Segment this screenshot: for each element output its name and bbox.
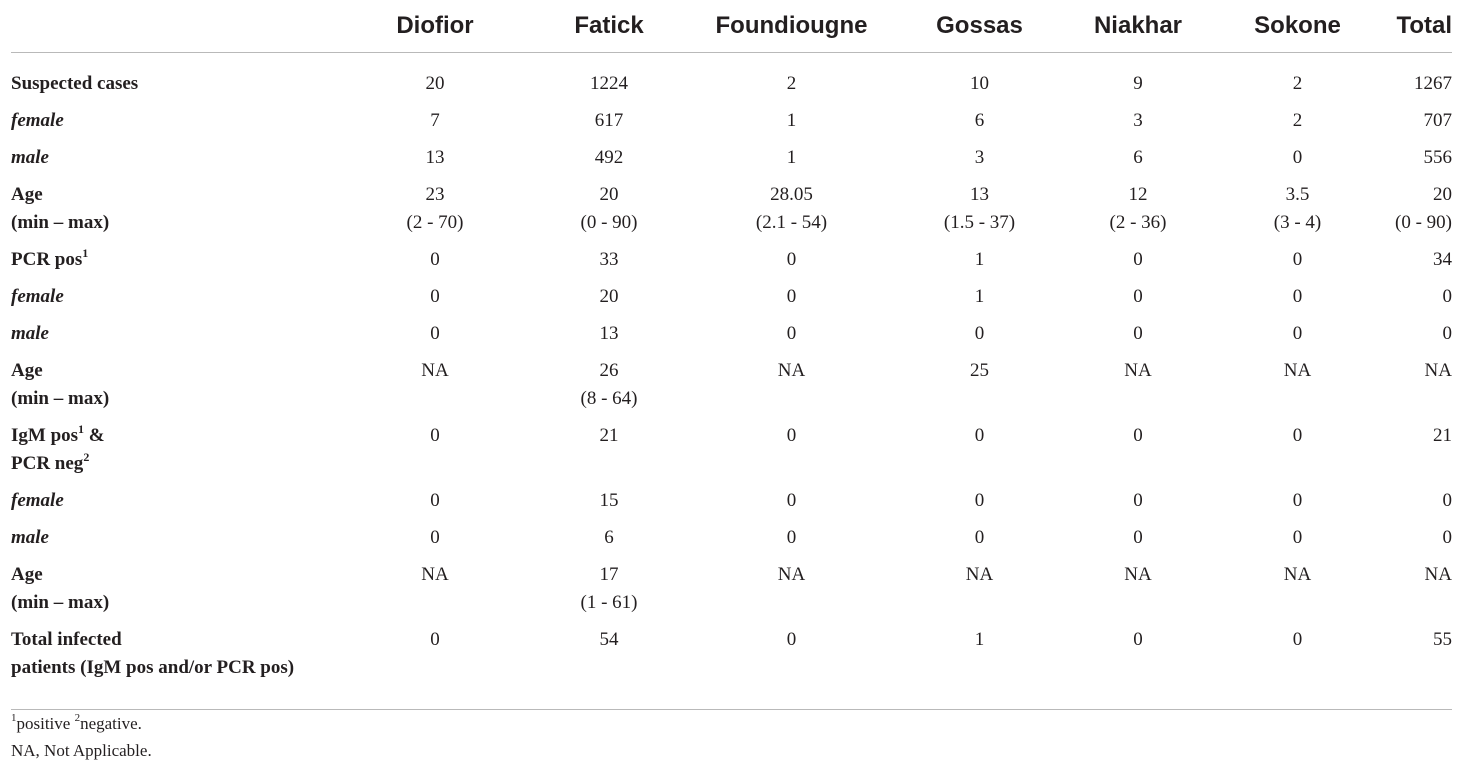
table-cell: 0 (786, 323, 797, 344)
table-cell (329, 357, 541, 422)
table-cell: 0 (430, 527, 440, 548)
cell-value: NA (421, 564, 449, 585)
table-cell: 0 (1292, 286, 1303, 307)
table-cell: 0 (974, 527, 985, 548)
table-cell: 0 (430, 425, 440, 446)
cell-value: NA (1283, 564, 1312, 585)
table-cell: 1 (974, 249, 985, 270)
table-cell (1053, 561, 1223, 626)
table-cell: 0 (786, 286, 797, 307)
table-cell: 0 (1053, 626, 1223, 710)
table-cell: 21 (599, 425, 619, 446)
row-label-text: male (11, 147, 49, 168)
footnote-text: negative. (80, 714, 142, 733)
table-cell (906, 561, 1053, 626)
row-label-text: female (11, 490, 64, 511)
table-row (11, 422, 1452, 487)
row-label (11, 561, 329, 626)
table-row (11, 561, 1452, 626)
table-row (11, 53, 1452, 108)
cell-value: 17 (599, 564, 619, 585)
header-cell-sokone: Sokone (1223, 0, 1372, 53)
row-label-text: male (11, 323, 49, 344)
table-cell (677, 181, 906, 246)
table-cell: 3 (1133, 110, 1143, 131)
table-cell: 10 (970, 73, 989, 94)
table-cell: 0 (1442, 286, 1452, 307)
table-cell: 6 (1133, 147, 1143, 168)
row-label-subtext: patients (IgM pos and/or PCR pos) (11, 657, 295, 678)
cell-value: 20 (599, 184, 619, 205)
header-cell-blank (11, 0, 329, 53)
table-cell: 0 (430, 490, 440, 511)
table-cell (1223, 181, 1372, 246)
header-cell-diofior: Diofior (329, 0, 541, 53)
table-cell: 0 (974, 323, 985, 344)
table-cell (1372, 357, 1452, 422)
row-label-subtext: PCR neg (11, 453, 84, 474)
table-cell: 2 (1292, 73, 1303, 94)
row-label-subtext: (min – max) (11, 592, 110, 613)
table-cell: 0 (677, 626, 906, 710)
table-cell: 0 (786, 425, 797, 446)
cell-range: (2 - 70) (406, 212, 464, 233)
table-cell: 0 (329, 626, 541, 710)
table-cell (677, 561, 906, 626)
table-cell: 0 (1292, 249, 1303, 270)
cell-range: (1 - 61) (580, 592, 638, 613)
row-label-subtext: (min – max) (11, 212, 110, 233)
footnote-text: positive (16, 714, 75, 733)
footnote-marker: 2 (83, 449, 90, 464)
cell-value: NA (421, 360, 449, 381)
row-label (11, 487, 329, 524)
table-cell: 0 (786, 490, 797, 511)
row-label (11, 524, 329, 561)
table-cell (541, 561, 677, 626)
table-cell: 0 (430, 286, 440, 307)
header-cell-niakhar: Niakhar (1053, 0, 1223, 53)
cell-value: NA (1124, 564, 1152, 585)
cell-range: (1.5 - 37) (943, 212, 1016, 233)
cell-value: NA (965, 564, 994, 585)
cell-value: NA (1283, 360, 1312, 381)
row-label-text: male (11, 527, 49, 548)
footnote-marker: 1 (11, 712, 17, 725)
table-row (11, 181, 1452, 246)
table-row (11, 283, 1452, 320)
table-cell: 0 (786, 527, 797, 548)
row-label (11, 246, 329, 283)
row-label-subtext: (min – max) (11, 388, 110, 409)
row-label-text: Total infected (11, 629, 122, 650)
table-cell: 556 (1423, 147, 1452, 168)
table-cell: 0 (974, 425, 985, 446)
table-cell: 0 (1292, 490, 1303, 511)
table-cell: 0 (430, 323, 440, 344)
header-cell-foundiougne: Foundiougne (677, 0, 906, 53)
data-table (11, 0, 1452, 710)
table-cell: 54 (541, 626, 677, 710)
table-cell: 0 (974, 490, 985, 511)
table-cell: 0 (1292, 147, 1303, 168)
table-cell: 492 (594, 147, 624, 168)
row-label (11, 357, 329, 422)
header-row (11, 0, 1452, 53)
table-cell (677, 357, 906, 422)
header-cell-total: Total (1372, 0, 1452, 53)
cell-value: NA (1424, 564, 1452, 585)
table-cell: 617 (594, 110, 624, 131)
table-cell: 0 (1292, 425, 1303, 446)
table-cell: 0 (1292, 527, 1303, 548)
row-label (11, 320, 329, 357)
footnote-marker: 1 (78, 421, 85, 436)
cell-range: (0 - 90) (1395, 212, 1452, 233)
cell-value: 28.05 (770, 184, 813, 205)
table-cell: 2 (786, 73, 797, 94)
cell-range: (2.1 - 54) (755, 212, 828, 233)
row-label-text: Age (11, 360, 43, 381)
cell-value: 3.5 (1285, 184, 1310, 205)
cell-value: NA (777, 360, 806, 381)
row-label-line1 (11, 422, 329, 450)
row-label (11, 283, 329, 320)
table-cell: 0 (1133, 286, 1143, 307)
footnote-line-2: NA, Not Applicable. (11, 741, 152, 760)
table-cell: 707 (1423, 110, 1452, 131)
row-label-text: PCR pos (11, 249, 83, 270)
row-label-text: female (11, 286, 64, 307)
table-cell: 0 (430, 249, 440, 270)
row-label (11, 107, 329, 144)
cell-range: (0 - 90) (580, 212, 638, 233)
cell-value: 20 (1433, 184, 1452, 205)
cell-value: 23 (425, 184, 445, 205)
table-cell: 34 (1433, 249, 1452, 270)
table-cell: 13 (599, 323, 619, 344)
row-label-line2 (11, 450, 329, 478)
table-cell: 2 (1292, 110, 1303, 131)
table-cell (1053, 181, 1223, 246)
table-row (11, 246, 1452, 283)
cell-value: 25 (970, 360, 989, 381)
row-label (11, 181, 329, 246)
cell-value: NA (777, 564, 806, 585)
table-cell (1223, 561, 1372, 626)
table-cell: 1 (786, 110, 797, 131)
row-label-text: IgM pos (11, 425, 79, 446)
table-row (11, 524, 1452, 561)
table-row (11, 626, 1452, 710)
header-cell-gossas: Gossas (906, 0, 1053, 53)
table-cell (906, 357, 1053, 422)
table-cell: 1224 (590, 73, 628, 94)
cell-value: 13 (970, 184, 989, 205)
table-cell: 15 (599, 490, 619, 511)
row-label (11, 626, 329, 710)
table-cell: 33 (599, 249, 619, 270)
table-cell: 1267 (1414, 73, 1452, 94)
table-cell: 0 (1442, 323, 1452, 344)
table-cell: 1 (906, 626, 1053, 710)
table-cell (1053, 357, 1223, 422)
table-cell (1372, 561, 1452, 626)
table-cell (541, 357, 677, 422)
table-cell: 0 (1133, 490, 1143, 511)
footnote-marker: 2 (74, 712, 81, 725)
row-label-text: Suspected cases (11, 73, 139, 94)
table-footnotes (11, 710, 152, 764)
row-label-text: Age (11, 184, 43, 205)
table-cell: 3 (974, 147, 985, 168)
table-row (11, 357, 1452, 422)
cell-value: 12 (1128, 184, 1148, 205)
table-cell (1372, 181, 1452, 246)
cell-range: (8 - 64) (580, 388, 638, 409)
table-cell: 0 (1292, 323, 1303, 344)
table-cell: 13 (425, 147, 445, 168)
row-label (11, 53, 329, 108)
table-cell (1223, 357, 1372, 422)
cell-value: NA (1424, 360, 1452, 381)
table-cell: 0 (1133, 527, 1143, 548)
table-cell: 0 (1223, 626, 1372, 710)
table-cell: 7 (430, 110, 440, 131)
table-row (11, 487, 1452, 524)
table-cell (906, 181, 1053, 246)
table-cell: 6 (604, 527, 614, 548)
table-cell: 20 (425, 73, 445, 94)
table-row (11, 144, 1452, 181)
table-cell (541, 181, 677, 246)
table-cell: 1 (786, 147, 797, 168)
row-label (11, 422, 329, 487)
header-cell-fatick: Fatick (541, 0, 677, 53)
table-cell: 0 (1133, 323, 1143, 344)
cell-range: (3 - 4) (1273, 212, 1322, 233)
table-row (11, 320, 1452, 357)
table-row (11, 107, 1452, 144)
table-cell: 0 (1442, 490, 1452, 511)
table-cell: 0 (786, 249, 797, 270)
footnote-line-1 (11, 710, 152, 737)
table-cell: 0 (1133, 249, 1143, 270)
table-cell (329, 561, 541, 626)
table-cell: 1 (974, 286, 985, 307)
table-cell: 0 (1133, 425, 1143, 446)
table-cell (329, 181, 541, 246)
table-cell: 0 (1442, 527, 1452, 548)
footnote-marker: 1 (82, 245, 89, 260)
row-label (11, 144, 329, 181)
table-cell: 9 (1133, 73, 1143, 94)
cell-value: 26 (599, 360, 619, 381)
row-label-text: female (11, 110, 64, 131)
table-cell: 20 (599, 286, 619, 307)
table-cell: 55 (1372, 626, 1452, 710)
table-cell: 21 (1433, 425, 1452, 446)
cell-range: (2 - 36) (1109, 212, 1167, 233)
row-label-ampersand: & (84, 425, 105, 446)
row-label-text: Age (11, 564, 43, 585)
cell-value: NA (1124, 360, 1152, 381)
table-cell: 6 (974, 110, 985, 131)
